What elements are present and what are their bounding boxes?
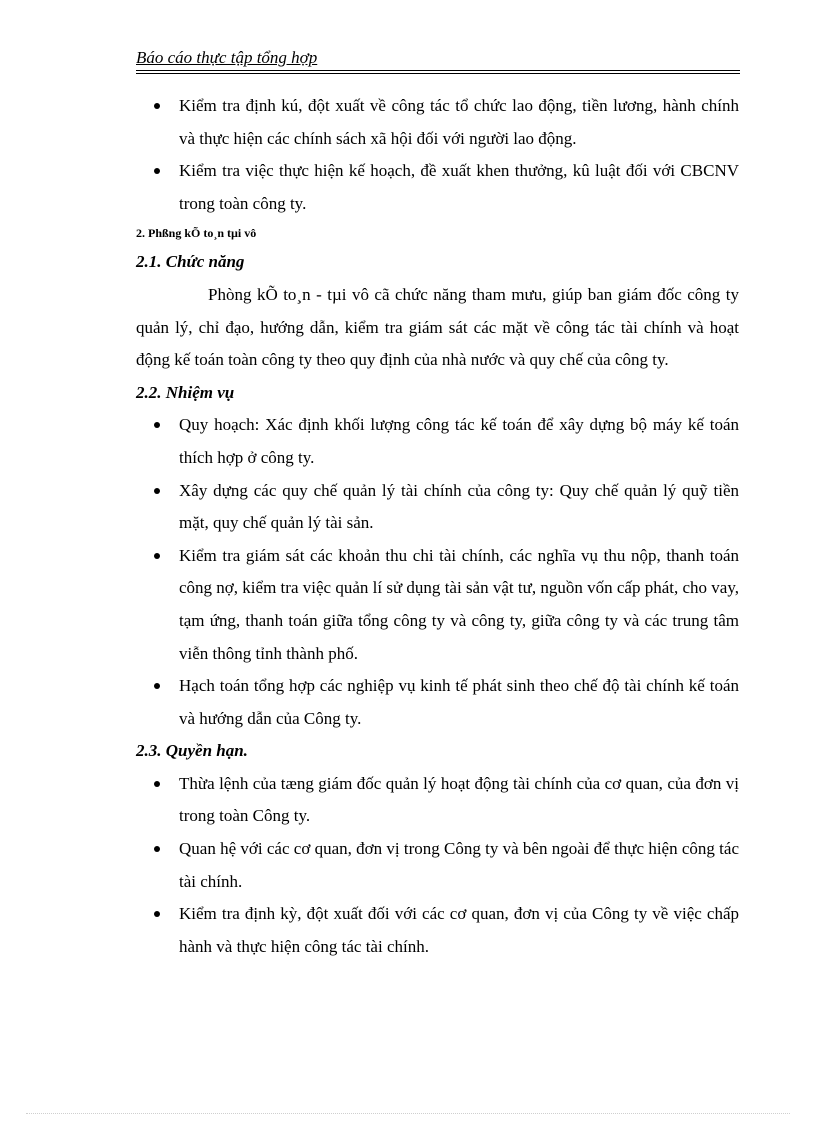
list-item bbox=[136, 155, 739, 220]
header-title: Báo cáo thực tập tổng hợp bbox=[136, 48, 318, 67]
list-item-text: Kiểm tra giám sát các khoản thu chi tài chính, các nghĩa vụ thu nộp, thanh toán công nợ, kiểm tra việc quản lí sử dụng tài sản vật tư, nguồn vốn cấp phát, cho vay, tạm ứng, thanh toán giữa tổng công ty và công ty, giữa công ty và các trung tâm viễn thông tỉnh thành phố. bbox=[179, 545, 739, 663]
list-item-text: Kiểm tra việc thực hiện kế hoạch, đề xuất khen thưởng, kû luật đối với CBCNV trong toàn công ty. bbox=[179, 161, 739, 213]
bullet-icon bbox=[154, 846, 160, 852]
page-bottom-border bbox=[26, 1113, 790, 1114]
section-2-3-heading: 2.3. Quyền hạn. bbox=[136, 741, 248, 761]
bullet-icon bbox=[154, 168, 160, 174]
list-item-text: Hạch toán tổng hợp các nghiệp vụ kinh tế phát sinh theo chế độ tài chính kế toán và hướng dẫn của Công ty. bbox=[179, 676, 739, 728]
list-item-text: Kiểm tra định kỳ, đột xuất đối với các cơ quan, đơn vị của Công ty về việc chấp hành và thực hiện công tác tài chính. bbox=[179, 904, 739, 956]
bullet-icon bbox=[154, 553, 160, 559]
list-item-text: Quan hệ với các cơ quan, đơn vị trong Công ty và bên ngoài để thực hiện công tác tài chính. bbox=[179, 839, 739, 891]
bullet-icon bbox=[154, 911, 160, 917]
list-item bbox=[136, 898, 739, 963]
duties-bullet-list bbox=[136, 409, 739, 735]
section-2-2-heading: 2.2. Nhiệm vụ bbox=[136, 382, 235, 402]
list-item bbox=[136, 540, 739, 670]
list-item bbox=[136, 90, 739, 155]
list-item bbox=[136, 768, 739, 833]
bullet-icon bbox=[154, 103, 160, 109]
list-item bbox=[136, 409, 739, 474]
bullet-icon bbox=[154, 422, 160, 428]
intro-bullet-list bbox=[136, 90, 739, 220]
section-2-title: 2. Phßng kÕ to¸n tµi vô bbox=[136, 226, 257, 241]
header-rule bbox=[136, 70, 740, 74]
list-item-text: Kiểm tra định kú, đột xuất về công tác tổ chức lao động, tiền lương, hành chính và thực hiện các chính sách xã hội đối với người lao động. bbox=[179, 96, 739, 148]
document-body bbox=[136, 90, 739, 963]
powers-bullet-list bbox=[136, 768, 739, 964]
list-item-text: Thừa lệnh của tæng giám đốc quản lý hoạt động tài chính của cơ quan, của đơn vị trong toàn Công ty. bbox=[179, 773, 739, 826]
section-2-1-paragraph: Phòng kÕ to¸n - tµi vô cã chức năng tham mưu, giúp ban giám đốc công ty quản lý, chỉ đạo, hướng dẫn, kiểm tra giám sát các mặt về công tác tài chính và hoạt động kế toán toàn công ty theo quy định của nhà nước và quy chế của công ty. bbox=[136, 284, 739, 370]
list-item-text: Quy hoạch: Xác định khối lượng công tác kế toán để xây dựng bộ máy kế toán thích hợp ở công ty. bbox=[179, 415, 739, 467]
section-2-1-heading: 2.1. Chức năng bbox=[136, 252, 245, 272]
list-item bbox=[136, 475, 739, 540]
bullet-icon bbox=[154, 683, 160, 689]
bullet-icon bbox=[154, 488, 160, 494]
list-item bbox=[136, 670, 739, 735]
list-item bbox=[136, 833, 739, 898]
page-header bbox=[136, 46, 740, 74]
list-item-text: Xây dựng các quy chế quản lý tài chính của công ty: Quy chế quản lý quỹ tiền mặt, quy chế quản lý tài sản. bbox=[179, 480, 739, 533]
bullet-icon bbox=[154, 781, 160, 787]
